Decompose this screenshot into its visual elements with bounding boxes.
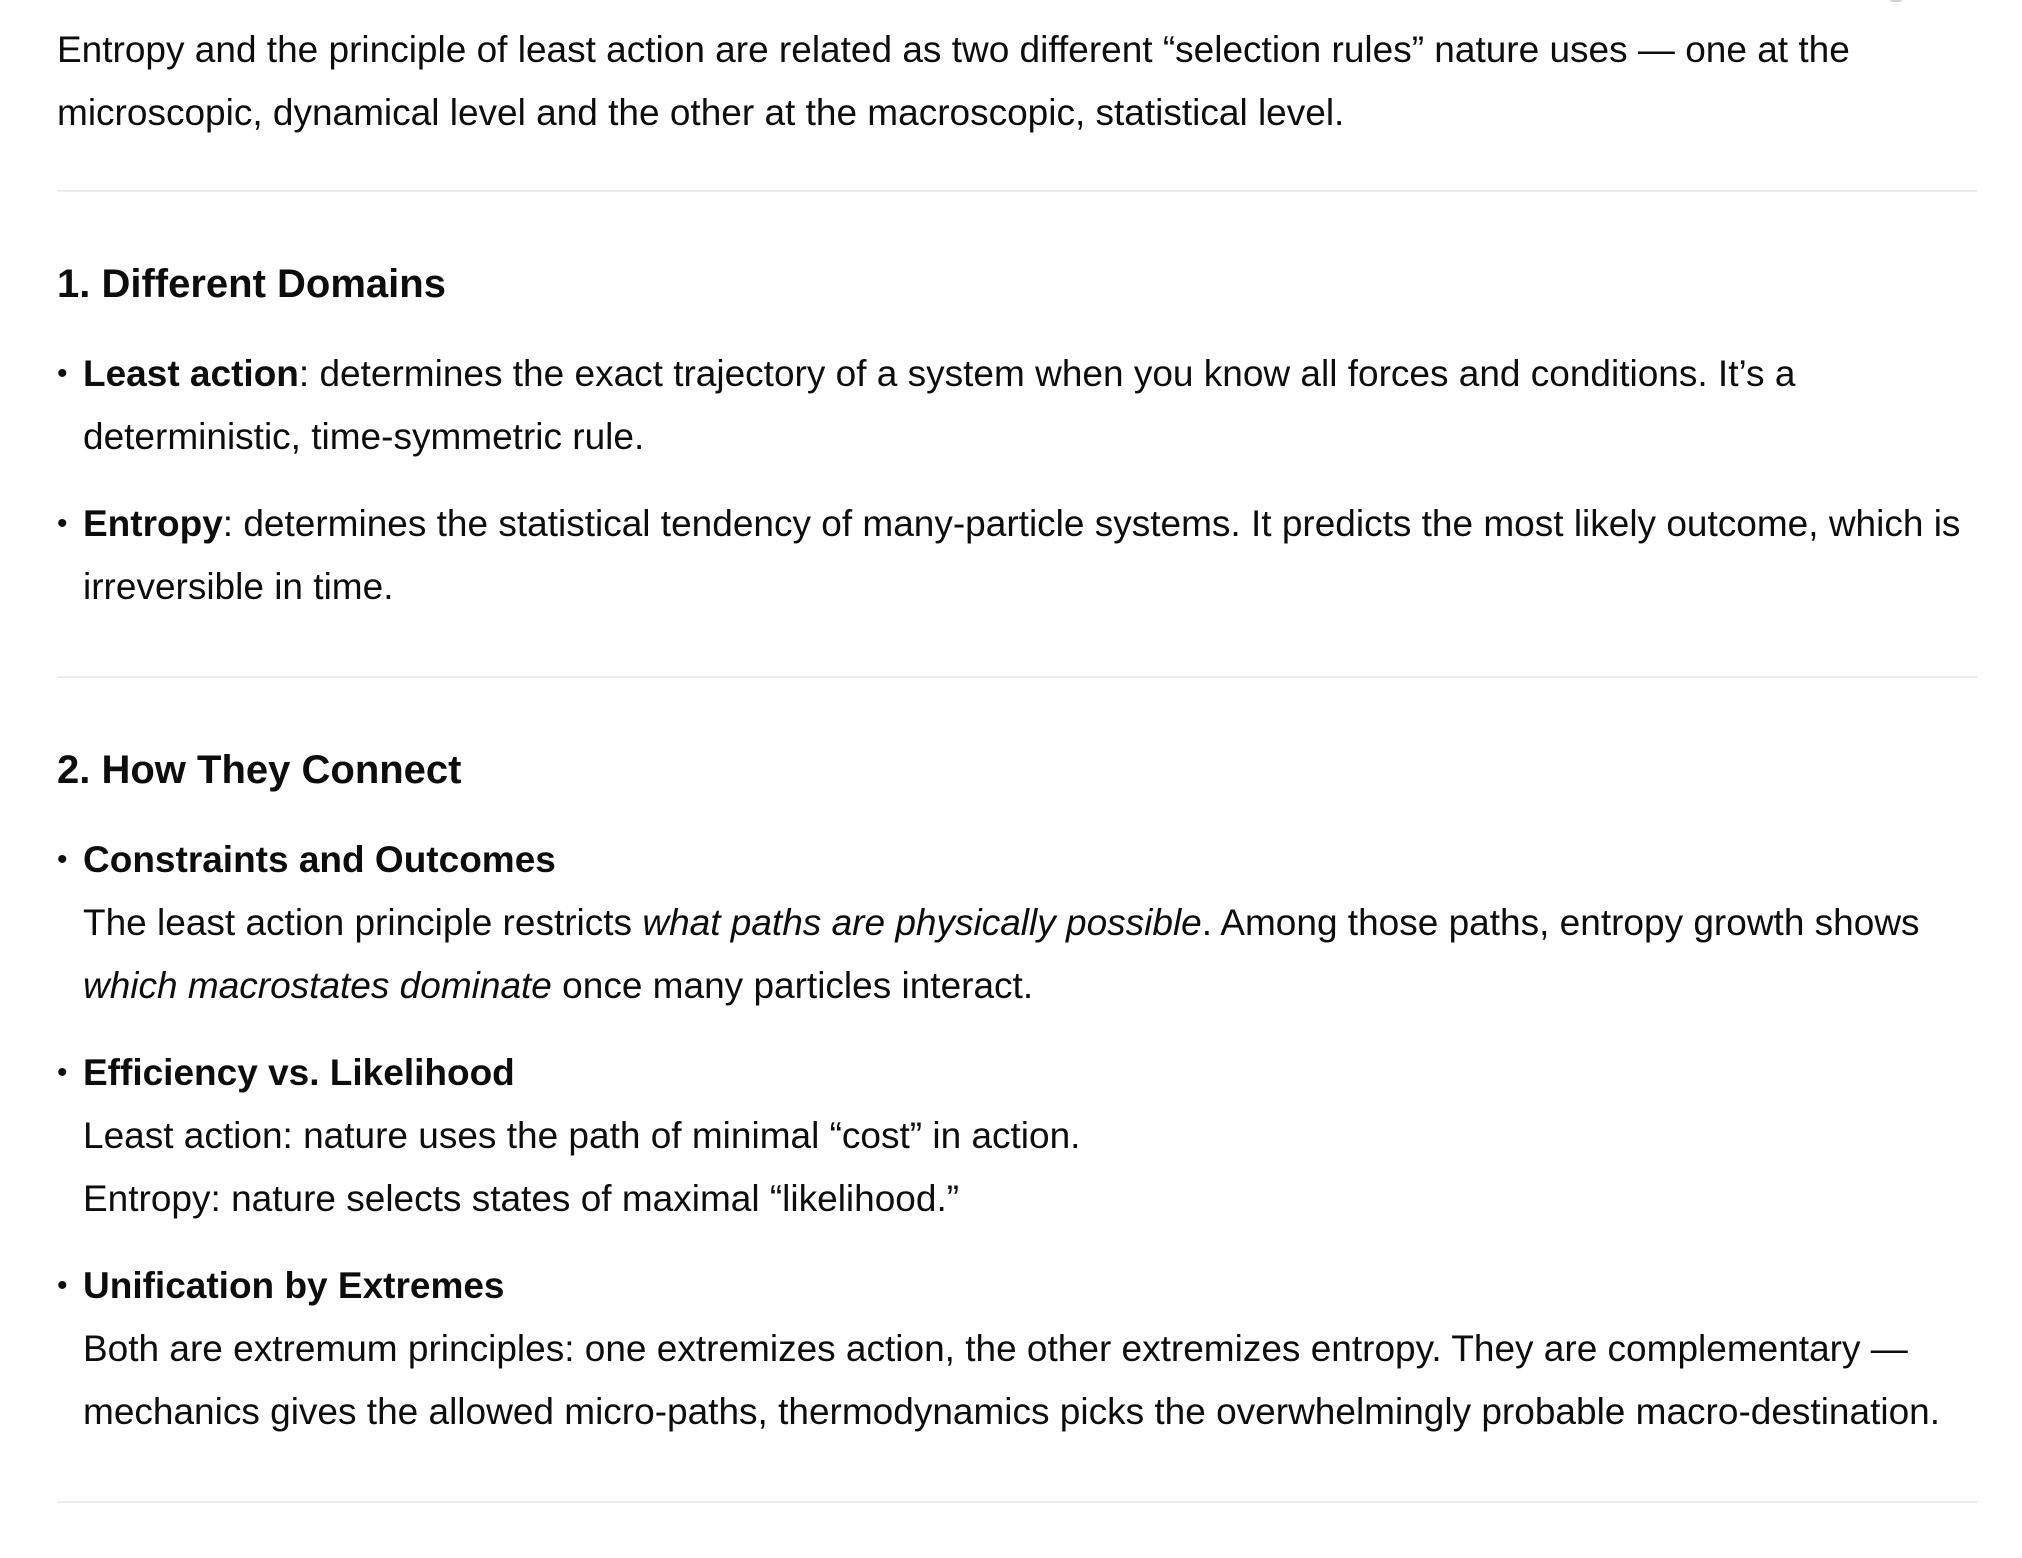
item-title-constraints: • Constraints and Outcomes [83, 839, 556, 880]
section-divider [57, 676, 1977, 678]
item-title-efficiency: • Efficiency vs. Likelihood [83, 1052, 515, 1093]
intro-paragraph: Entropy and the principle of least action are related as two different “selection rules” nature uses — one at the microscopic, dynamical level and the other at the macroscopic, statistical level. [57, 29, 1850, 133]
section-divider [57, 1501, 1977, 1503]
list-item-constraints [57, 828, 1977, 1017]
connect-list [57, 828, 1977, 1443]
body-emphasis: which macrostates dominate [83, 965, 552, 1006]
list-item-efficiency [57, 1041, 1977, 1230]
section-heading-connect: 2. How They Connect [57, 748, 462, 792]
list-item-least-action [57, 342, 1977, 468]
body-text: . Among those paths, entropy growth shows [1201, 902, 1920, 943]
item-title-unification: • Unification by Extremes [83, 1265, 505, 1306]
message-content [57, 18, 1977, 1503]
item-body-efficiency-line2: Entropy: nature selects states of maximal “likelihood.” [83, 1178, 960, 1219]
list-item-entropy [57, 492, 1977, 618]
section-heading-domains: 1. Different Domains [57, 262, 446, 306]
item-body-unification: Both are extremum principles: one extremizes action, the other extremizes entropy. They are complementary — mechanics gives the allowed micro-paths, thermodynamics picks the overwhelmingly probable macro-destination. [83, 1328, 1941, 1432]
term-entropy: Entropy [83, 503, 223, 544]
item-body-constraints [83, 891, 1977, 1017]
domains-list [57, 342, 1977, 618]
definition-entropy: : determines the statistical tendency of many-particle systems. It predicts the most likely outcome, which is irreversible in time. [83, 503, 1961, 607]
section-divider [57, 190, 1977, 192]
item-body-efficiency-line1: Least action: nature uses the path of minimal “cost” in action. [83, 1115, 1081, 1156]
scroll-indicator [1890, 0, 1902, 2]
list-item-unification [57, 1254, 1977, 1443]
body-text: once many particles interact. [551, 965, 1034, 1006]
definition-least-action: : determines the exact trajectory of a system when you know all forces and conditions. It’s a deterministic, time-symmetric rule. [83, 353, 1796, 457]
body-text: The least action principle restricts [83, 902, 643, 943]
term-least-action: Least action [83, 353, 299, 394]
body-emphasis: what paths are physically possible [642, 902, 1202, 943]
